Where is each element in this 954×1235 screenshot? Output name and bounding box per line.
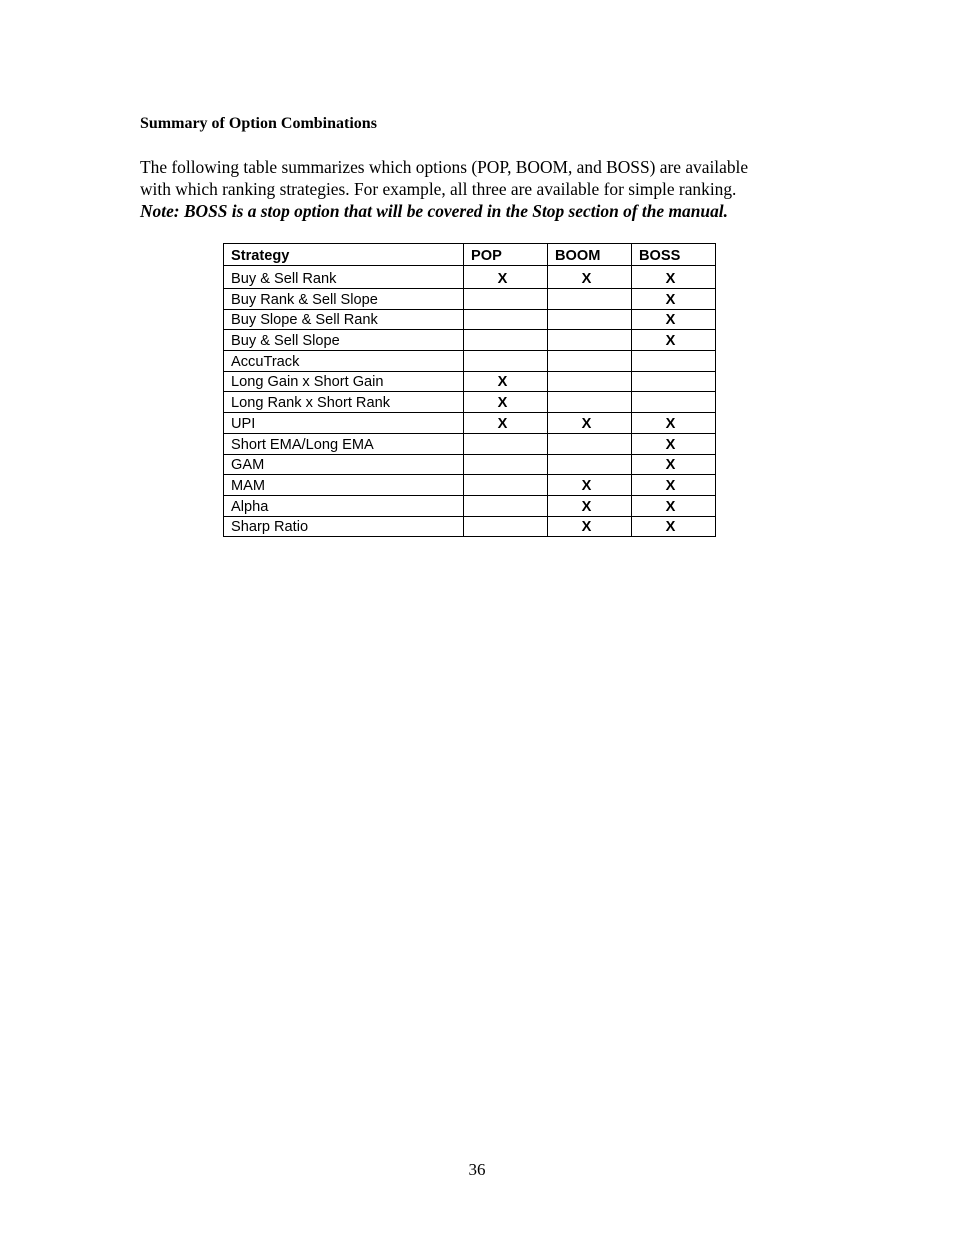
pop-cell: X (464, 392, 548, 413)
boom-cell (548, 309, 632, 330)
boom-cell (548, 330, 632, 351)
pop-cell (464, 433, 548, 454)
table-row (224, 351, 716, 372)
table-row (224, 266, 716, 289)
page-number: 36 (468, 1160, 486, 1179)
pop-cell (464, 454, 548, 475)
boss-cell: X (632, 413, 716, 434)
table-row (224, 289, 716, 310)
table-row (224, 454, 716, 475)
table-row (224, 413, 716, 434)
pop-cell (464, 351, 548, 372)
pop-cell: X (464, 371, 548, 392)
intro-line-2: with which ranking strategies. For example, all three are available for simple ranking. (140, 179, 737, 199)
boss-cell (632, 351, 716, 372)
table-header-row (224, 244, 716, 266)
strategy-cell: Buy & Sell Rank (224, 266, 464, 289)
pop-cell: X (464, 266, 548, 289)
boom-cell (548, 289, 632, 310)
strategy-cell: GAM (224, 454, 464, 475)
boom-cell: X (548, 475, 632, 496)
pop-cell (464, 516, 548, 537)
table-row (224, 495, 716, 516)
pop-cell (464, 475, 548, 496)
boom-cell (548, 351, 632, 372)
boss-cell: X (632, 495, 716, 516)
strategy-cell: Alpha (224, 495, 464, 516)
pop-cell (464, 309, 548, 330)
pop-cell (464, 330, 548, 351)
table-row (224, 433, 716, 454)
boom-cell: X (548, 266, 632, 289)
header-strategy: Strategy (224, 244, 464, 266)
table-row (224, 516, 716, 537)
boom-cell (548, 371, 632, 392)
pop-cell (464, 495, 548, 516)
strategy-cell: MAM (224, 475, 464, 496)
header-boom: BOOM (548, 244, 632, 266)
boss-cell: X (632, 289, 716, 310)
table-row (224, 309, 716, 330)
boss-cell: X (632, 454, 716, 475)
table-row (224, 475, 716, 496)
strategy-cell: Long Gain x Short Gain (224, 371, 464, 392)
boss-cell: X (632, 433, 716, 454)
intro-paragraph (140, 156, 840, 222)
pop-cell (464, 289, 548, 310)
boom-cell: X (548, 413, 632, 434)
boss-cell: X (632, 475, 716, 496)
boss-cell: X (632, 266, 716, 289)
strategy-cell: AccuTrack (224, 351, 464, 372)
strategy-cell: Short EMA/Long EMA (224, 433, 464, 454)
strategy-cell: Sharp Ratio (224, 516, 464, 537)
strategy-cell: Buy Rank & Sell Slope (224, 289, 464, 310)
boss-cell: X (632, 330, 716, 351)
boom-cell: X (548, 516, 632, 537)
intro-note: Note: BOSS is a stop option that will be covered in the Stop section of the manual. (140, 201, 728, 221)
table-row (224, 392, 716, 413)
boom-cell (548, 433, 632, 454)
table-row (224, 371, 716, 392)
table-row (224, 330, 716, 351)
boss-cell (632, 392, 716, 413)
header-boss: BOSS (632, 244, 716, 266)
boom-cell: X (548, 495, 632, 516)
boss-cell (632, 371, 716, 392)
strategy-cell: UPI (224, 413, 464, 434)
option-combinations-table (223, 243, 716, 537)
boom-cell (548, 454, 632, 475)
strategy-cell: Buy Slope & Sell Rank (224, 309, 464, 330)
intro-line-1: The following table summarizes which options (POP, BOOM, and BOSS) are available (140, 157, 749, 177)
boss-cell: X (632, 309, 716, 330)
pop-cell: X (464, 413, 548, 434)
strategy-cell: Buy & Sell Slope (224, 330, 464, 351)
section-heading: Summary of Option Combinations (140, 115, 377, 132)
boom-cell (548, 392, 632, 413)
header-pop: POP (464, 244, 548, 266)
boss-cell: X (632, 516, 716, 537)
strategy-cell: Long Rank x Short Rank (224, 392, 464, 413)
